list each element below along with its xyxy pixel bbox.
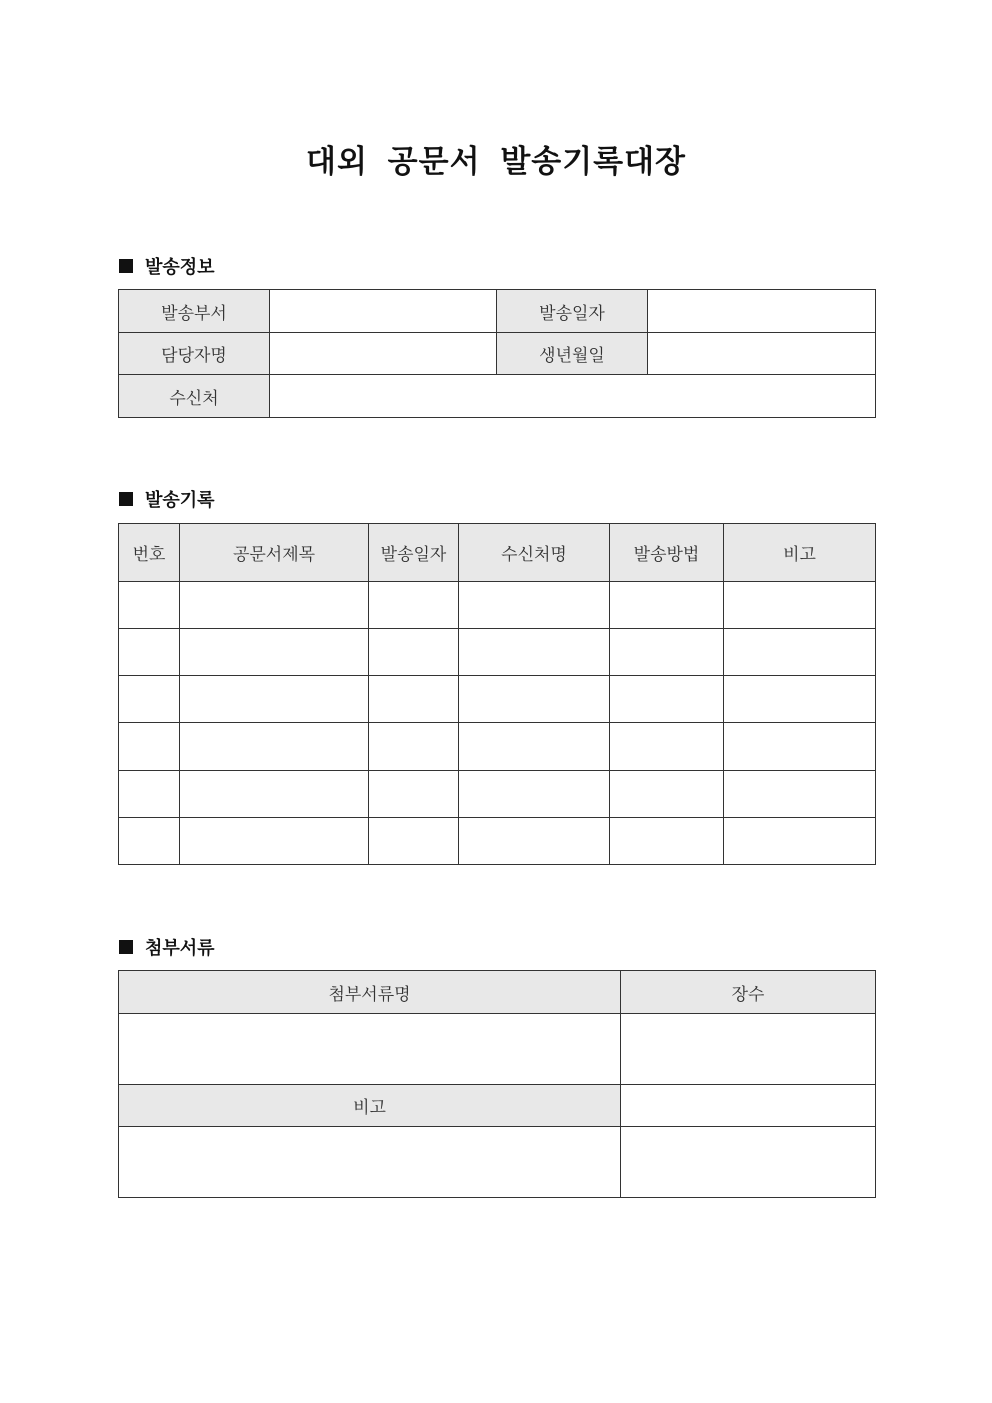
table-cell[interactable] <box>459 629 610 676</box>
column-header-title: 공문서제목 <box>180 524 369 582</box>
remarks-extra-cell[interactable] <box>621 1127 876 1198</box>
remarks-cell[interactable] <box>119 1127 621 1198</box>
section-heading-attachments <box>119 934 215 960</box>
attachments-table <box>118 970 876 1198</box>
table-cell[interactable] <box>180 818 369 865</box>
section-heading-info-label: 발송정보 <box>145 257 215 278</box>
table-cell[interactable] <box>724 771 876 818</box>
square-bullet-icon <box>119 259 133 273</box>
section-heading-info <box>119 253 215 279</box>
table-cell[interactable] <box>610 771 724 818</box>
column-header-attachment-name: 첨부서류명 <box>119 971 621 1014</box>
table-cell[interactable] <box>369 676 459 723</box>
remarks-side-cell[interactable] <box>621 1085 876 1127</box>
label-department: 발송부서 <box>119 290 270 333</box>
table-cell[interactable] <box>459 723 610 771</box>
label-manager: 담당자명 <box>119 333 270 375</box>
table-cell[interactable] <box>369 818 459 865</box>
table-cell[interactable] <box>459 818 610 865</box>
table-cell[interactable] <box>610 818 724 865</box>
table-cell[interactable] <box>724 582 876 629</box>
table-cell[interactable] <box>369 629 459 676</box>
page-count-cell[interactable] <box>621 1014 876 1085</box>
table-cell[interactable] <box>459 771 610 818</box>
table-cell[interactable] <box>369 723 459 771</box>
table-cell[interactable] <box>119 818 180 865</box>
table-cell[interactable] <box>119 723 180 771</box>
section-heading-records-label: 발송기록 <box>145 490 215 511</box>
table-row <box>119 676 876 723</box>
label-send-date: 발송일자 <box>497 290 648 333</box>
section-heading-records <box>119 486 215 512</box>
square-bullet-icon <box>119 492 133 506</box>
table-cell[interactable] <box>610 723 724 771</box>
records-table <box>118 523 876 865</box>
square-bullet-icon <box>119 940 133 954</box>
page-title: 대외 공문서 발송기록대장 <box>306 144 686 180</box>
table-cell[interactable] <box>119 629 180 676</box>
label-remarks: 비고 <box>119 1085 621 1127</box>
table-cell[interactable] <box>119 582 180 629</box>
section-heading-attachments-label: 첨부서류 <box>145 938 215 959</box>
table-row <box>119 771 876 818</box>
table-cell[interactable] <box>180 723 369 771</box>
column-header-number: 번호 <box>119 524 180 582</box>
column-header-send-date: 발송일자 <box>369 524 459 582</box>
table-cell[interactable] <box>180 771 369 818</box>
value-manager[interactable] <box>270 333 497 375</box>
table-cell[interactable] <box>610 676 724 723</box>
value-birth-date[interactable] <box>648 333 876 375</box>
table-cell[interactable] <box>369 771 459 818</box>
table-cell[interactable] <box>610 629 724 676</box>
column-header-page-count: 장수 <box>621 971 876 1014</box>
table-cell[interactable] <box>724 676 876 723</box>
value-department[interactable] <box>270 290 497 333</box>
table-cell[interactable] <box>459 582 610 629</box>
table-cell[interactable] <box>180 676 369 723</box>
table-cell[interactable] <box>369 582 459 629</box>
label-birth-date: 생년월일 <box>497 333 648 375</box>
table-cell[interactable] <box>119 676 180 723</box>
table-cell[interactable] <box>724 723 876 771</box>
table-cell[interactable] <box>180 629 369 676</box>
label-recipient: 수신처 <box>119 375 270 418</box>
table-cell[interactable] <box>180 582 369 629</box>
table-cell[interactable] <box>119 771 180 818</box>
info-table <box>118 289 876 418</box>
value-recipient[interactable] <box>270 375 876 418</box>
value-send-date[interactable] <box>648 290 876 333</box>
table-row <box>119 582 876 629</box>
column-header-remarks: 비고 <box>724 524 876 582</box>
table-cell[interactable] <box>724 629 876 676</box>
table-cell[interactable] <box>459 676 610 723</box>
table-cell[interactable] <box>610 582 724 629</box>
column-header-method: 발송방법 <box>610 524 724 582</box>
table-row <box>119 818 876 865</box>
table-row <box>119 723 876 771</box>
attachment-name-cell[interactable] <box>119 1014 621 1085</box>
table-cell[interactable] <box>724 818 876 865</box>
column-header-recipient: 수신처명 <box>459 524 610 582</box>
table-row <box>119 629 876 676</box>
